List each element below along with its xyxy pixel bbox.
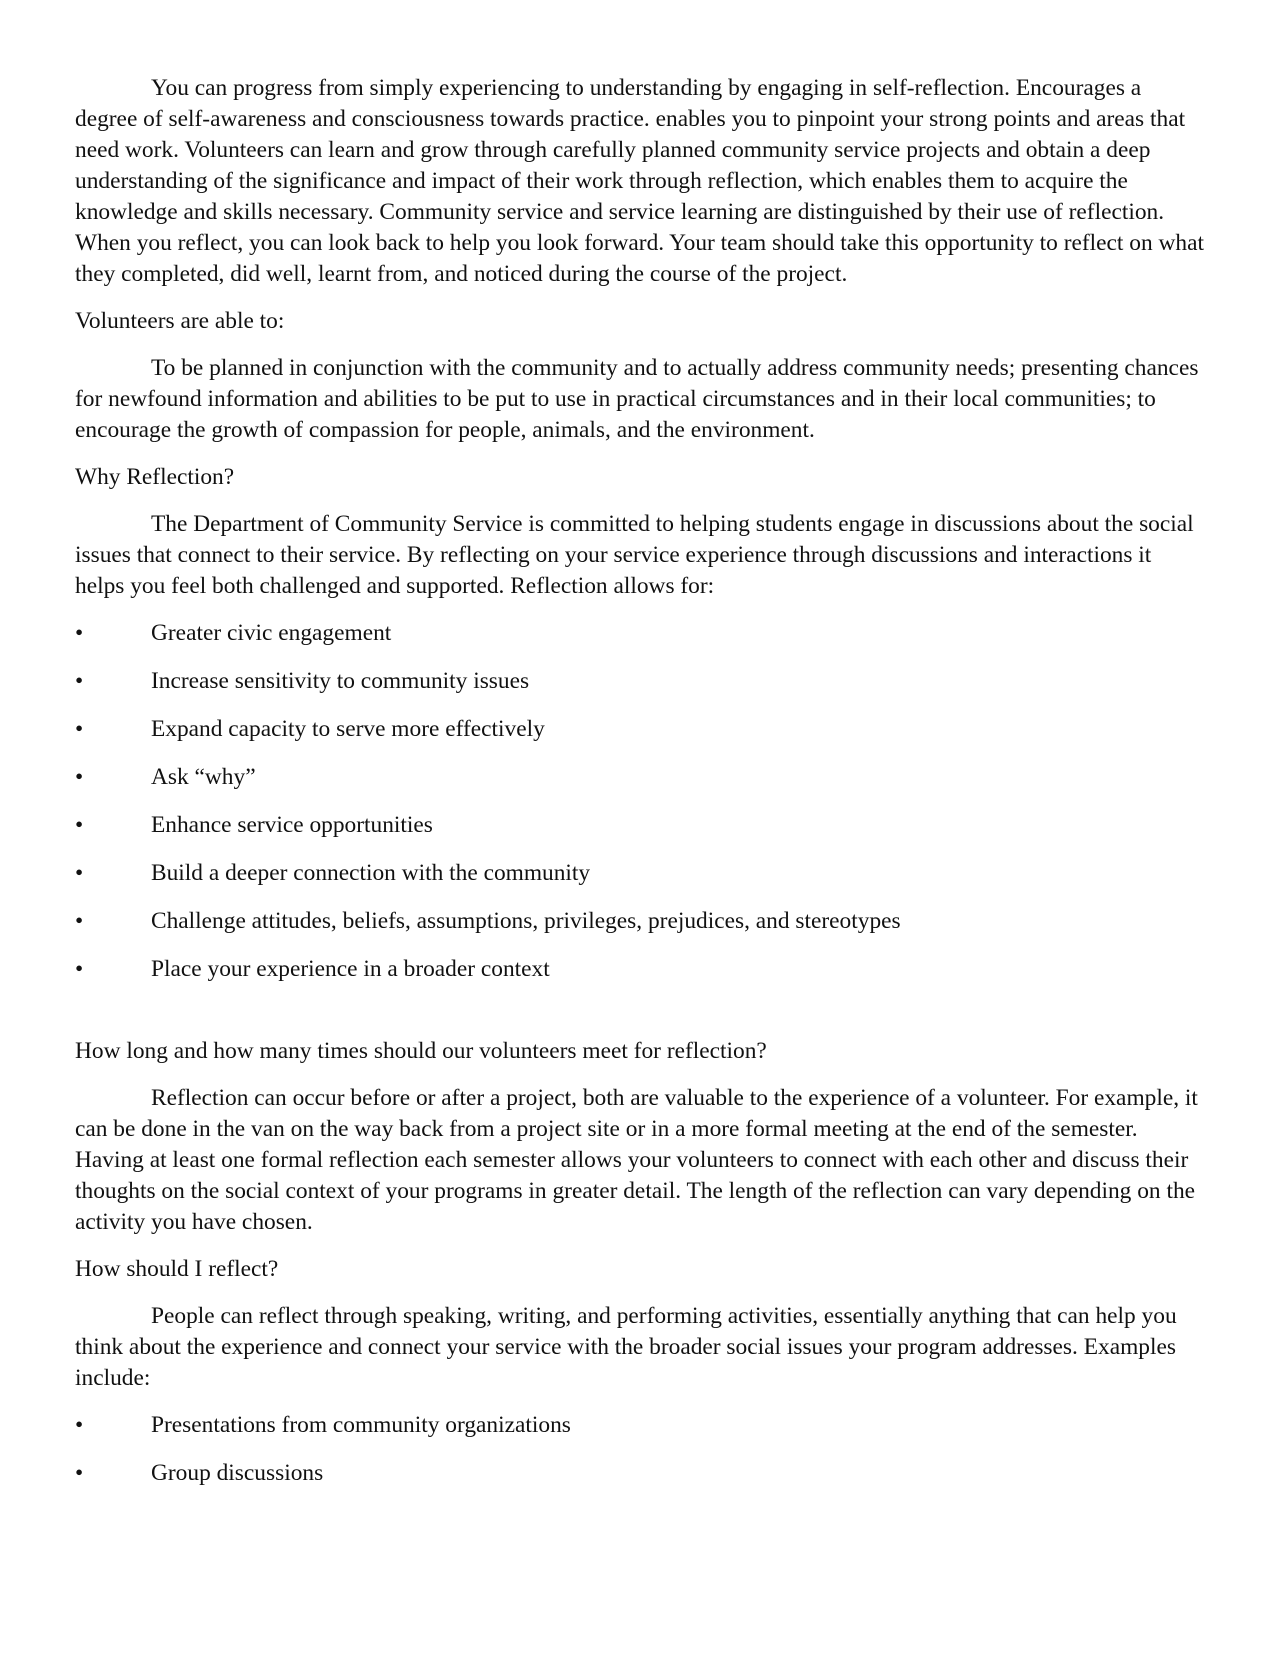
- bullet-icon: •: [75, 1460, 84, 1486]
- list-item: [75, 714, 1205, 745]
- list-item-text: Group discussions: [151, 1460, 324, 1486]
- list-item-text: Increase sensitivity to community issues: [151, 668, 530, 694]
- list-item: [75, 618, 1205, 649]
- list-item: [75, 1410, 1205, 1441]
- bullet-icon: •: [75, 764, 84, 790]
- timing-paragraph: Reflection can occur before or after a project, both are valuable to the experience of a volunteer. For example, it can be done in the van on the way back from a project site or in a more formal meeting at the end of the semester. Having at least one formal reflection each semester allows your volunteers to connect with each other and discuss their thoughts on the social context of your programs in greater detail. The length of the reflection can vary depending on the activity you have chosen.: [75, 1085, 1198, 1235]
- list-item: [75, 810, 1205, 841]
- list-item: [75, 1458, 1205, 1489]
- bullet-icon: •: [75, 860, 84, 886]
- list-item-text: Place your experience in a broader context: [151, 956, 550, 982]
- methods-paragraph: People can reflect through speaking, writing, and performing activities, essentially anything that can help you think about the experience and connect your service with the broader social issues your program addresses. Examples include:: [75, 1303, 1177, 1391]
- bullet-icon: •: [75, 956, 84, 982]
- how-long-heading: How long and how many times should our volunteers meet for reflection?: [75, 1038, 767, 1064]
- document-page: [75, 73, 1205, 1506]
- list-item: [75, 858, 1205, 889]
- bullet-icon: •: [75, 716, 84, 742]
- list-item-text: Enhance service opportunities: [151, 812, 433, 838]
- bullet-icon: •: [75, 908, 84, 934]
- list-item: [75, 954, 1205, 985]
- volunteers-heading: Volunteers are able to:: [75, 308, 285, 334]
- department-paragraph: The Department of Community Service is committed to helping students engage in discussions about the social issues that connect to their service. By reflecting on your service experience through discussions and interactions it helps you feel both challenged and supported. Reflection allows for:: [75, 511, 1194, 599]
- bullet-icon: •: [75, 620, 84, 646]
- list-item-text: Challenge attitudes, beliefs, assumptions, privileges, prejudices, and stereotypes: [151, 908, 901, 934]
- list-item-text: Ask “why”: [151, 764, 256, 790]
- list-item-text: Expand capacity to serve more effectively: [151, 716, 545, 742]
- why-reflection-heading: Why Reflection?: [75, 464, 235, 490]
- bullet-icon: •: [75, 668, 84, 694]
- list-item-text: Presentations from community organizations: [151, 1412, 571, 1438]
- bullet-icon: •: [75, 1412, 84, 1438]
- examples-list: [75, 1410, 1205, 1489]
- list-item-text: Greater civic engagement: [151, 620, 392, 646]
- intro-paragraph: You can progress from simply experiencing to understanding by engaging in self-reflection. Encourages a degree of self-awareness and consciousness towards practice. enables you to pinpoint your strong points and areas that need work. Volunteers can learn and grow through carefully planned community service projects and obtain a deep understanding of the significance and impact of their work through reflection, which enables them to acquire the knowledge and skills necessary. Community service and service learning are distinguished by their use of reflection. When you reflect, you can look back to help you look forward. Your team should take this opportunity to reflect on what they completed, did well, learnt from, and noticed during the course of the project.: [75, 75, 1204, 287]
- volunteers-paragraph: To be planned in conjunction with the community and to actually address community needs; presenting chances for newfound information and abilities to be put to use in practical circumstances and in their local communities; to encourage the growth of compassion for people, animals, and the environment.: [75, 355, 1199, 443]
- bullet-icon: •: [75, 812, 84, 838]
- list-item-text: Build a deeper connection with the community: [151, 860, 591, 886]
- how-reflect-heading: How should I reflect?: [75, 1256, 279, 1282]
- list-item: [75, 906, 1205, 937]
- list-item: [75, 666, 1205, 697]
- list-item: [75, 762, 1205, 793]
- benefits-list: [75, 618, 1205, 985]
